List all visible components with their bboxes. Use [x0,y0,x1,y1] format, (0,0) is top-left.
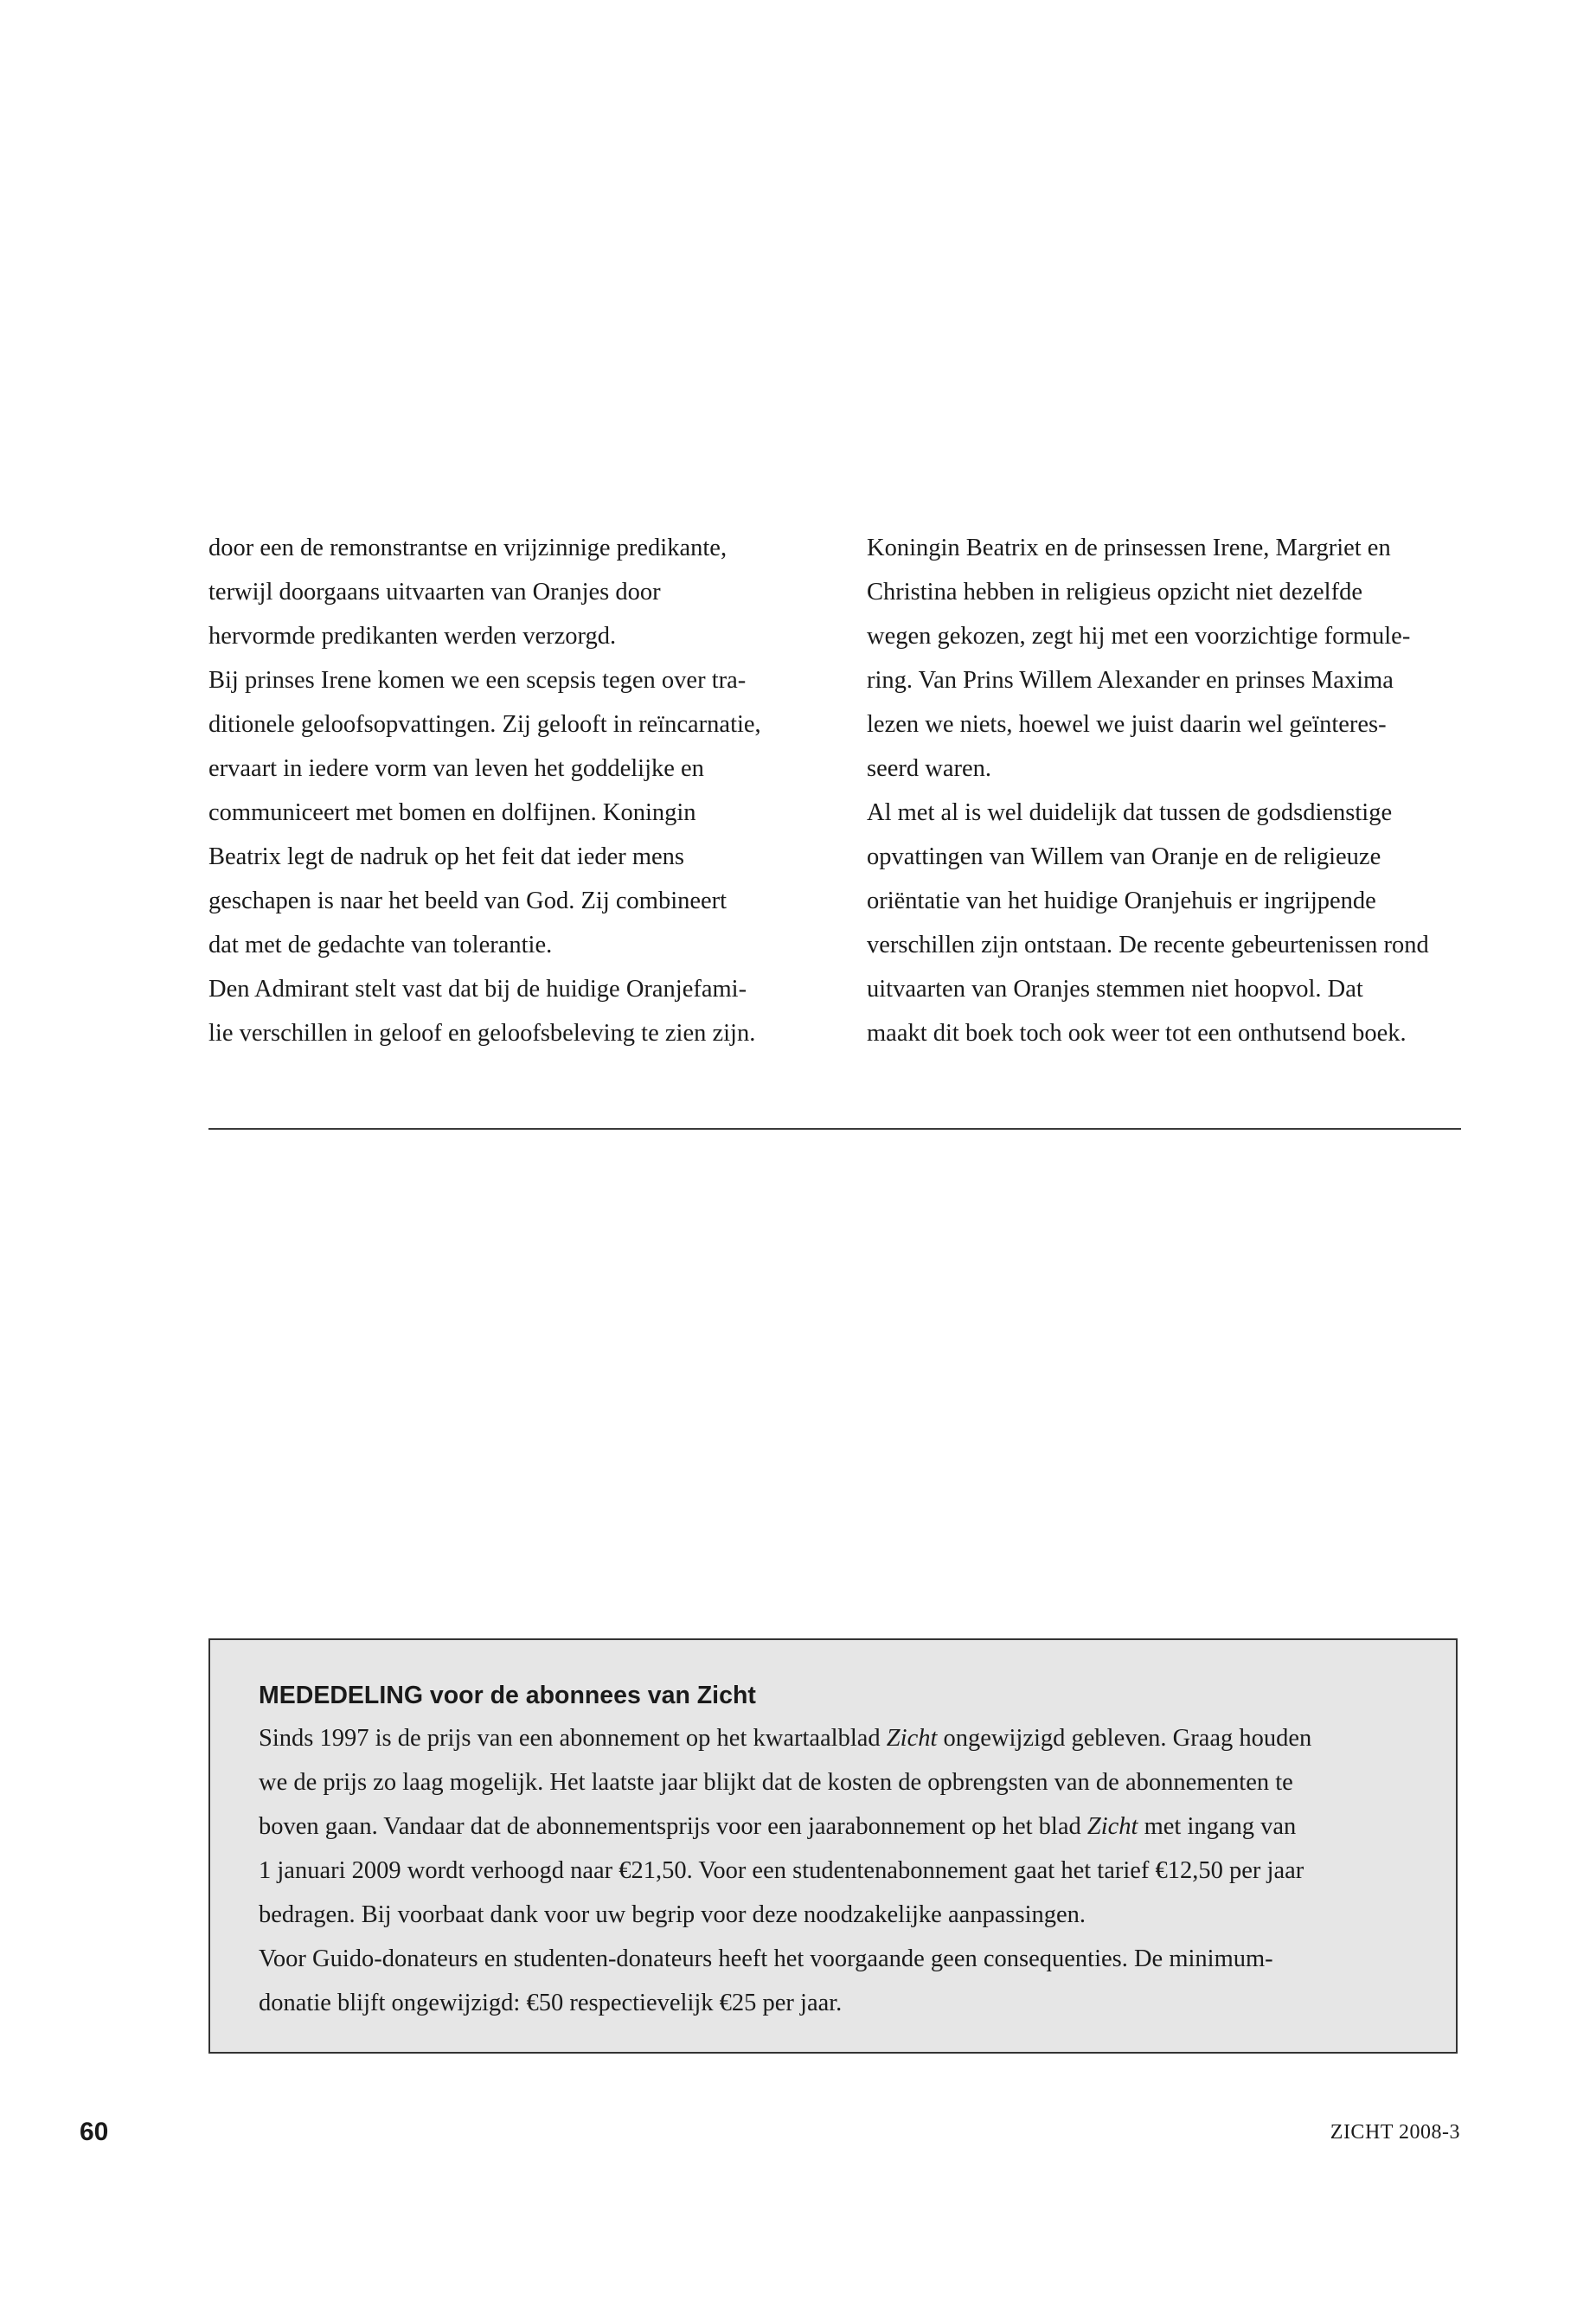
notice-text: bedragen. Bij voorbaat dank voor uw begrip voor deze noodzakelijke aanpassingen. [259,1901,1086,1928]
article-line: lezen we niets, hoewel we juist daarin wel geïnteres- [867,711,1387,738]
notice-line [259,1981,1407,2025]
article-line: Christina hebben in religieus opzicht niet dezelfde [867,579,1362,606]
notice-line [259,1893,1407,1937]
notice-text: boven gaan. Vandaar dat de abonnementsprijs voor een jaarabonnement op het blad [259,1813,1087,1840]
article-line: Den Admirant stelt vast dat bij de huidige Oranjefami- [208,976,747,1003]
subscriber-notice-box [208,1638,1458,2054]
article-column-left [208,526,818,1055]
notice-title: MEDEDELING voor de abonnees van Zicht [259,1682,756,1709]
article-line: terwijl doorgaans uitvaarten van Oranjes door [208,579,661,606]
notice-text: ongewijzigd gebleven. Graag houden [937,1725,1312,1752]
article-line: uitvaarten van Oranjes stemmen niet hoopvol. Dat [867,976,1363,1003]
article-line: ervaart in iedere vorm van leven het goddelijke en [208,755,704,782]
article-column-right [867,526,1474,1055]
notice-text: we de prijs zo laag mogelijk. Het laatste jaar blijkt dat de kosten de opbrengsten van de abonnementen te [259,1769,1293,1796]
article-line: door een de remonstrantse en vrijzinnige predikante, [208,535,727,561]
article-line: Beatrix legt de nadruk op het feit dat ieder mens [208,843,685,870]
notice-text: donatie blijft ongewijzigd: €50 respectievelijk €25 per jaar. [259,1990,843,2016]
notice-body [259,1716,1407,2025]
article-line: opvattingen van Willem van Oranje en de religieuze [867,843,1381,870]
article-line: wegen gekozen, zegt hij met een voorzichtige formule- [867,623,1411,650]
page-number: 60 [80,2118,109,2146]
notice-line [259,1849,1407,1893]
article-line: ditionele geloofsopvattingen. Zij gelooft in reïncarnatie, [208,711,761,738]
article-line: seerd waren. [867,755,992,782]
article-line: communiceert met bomen en dolfijnen. Koningin [208,799,696,826]
article-line: lie verschillen in geloof en geloofsbeleving te zien zijn. [208,1020,756,1047]
notice-text: met ingang van [1138,1813,1297,1840]
notice-italic-title: Zicht [886,1725,938,1752]
notice-line [259,1804,1407,1849]
notice-italic-title: Zicht [1086,1813,1138,1840]
article-line: dat met de gedachte van tolerantie. [208,932,553,958]
article-line: Al met al is wel duidelijk dat tussen de godsdienstige [867,799,1393,826]
notice-line [259,1760,1407,1804]
article-line: Bij prinses Irene komen we een scepsis tegen over tra- [208,667,747,694]
article-line: maakt dit boek toch ook weer tot een onthutsend boek. [867,1020,1407,1047]
notice-text: Voor Guido-donateurs en studenten-donateurs heeft het voorgaande geen consequenties. De minimum- [259,1945,1273,1972]
notice-line [259,1716,1407,1760]
article-line: ring. Van Prins Willem Alexander en prinses Maxima [867,667,1394,694]
article-line: verschillen zijn ontstaan. De recente gebeurtenissen rond [867,932,1429,958]
section-divider [208,1128,1461,1130]
notice-line [259,1937,1407,1981]
notice-text: Sinds 1997 is de prijs van een abonnement op het kwartaalblad [259,1725,887,1752]
magazine-issue: ZICHT 2008-3 [1330,2121,1460,2144]
article-line: hervormde predikanten werden verzorgd. [208,623,617,650]
article-line: Koningin Beatrix en de prinsessen Irene, Margriet en [867,535,1391,561]
notice-text: 1 januari 2009 wordt verhoogd naar €21,50. Voor een studentenabonnement gaat het tarief €12,50 per jaar [259,1857,1304,1884]
article-line: geschapen is naar het beeld van God. Zij combineert [208,888,727,914]
article-line: oriëntatie van het huidige Oranjehuis er ingrijpende [867,888,1376,914]
